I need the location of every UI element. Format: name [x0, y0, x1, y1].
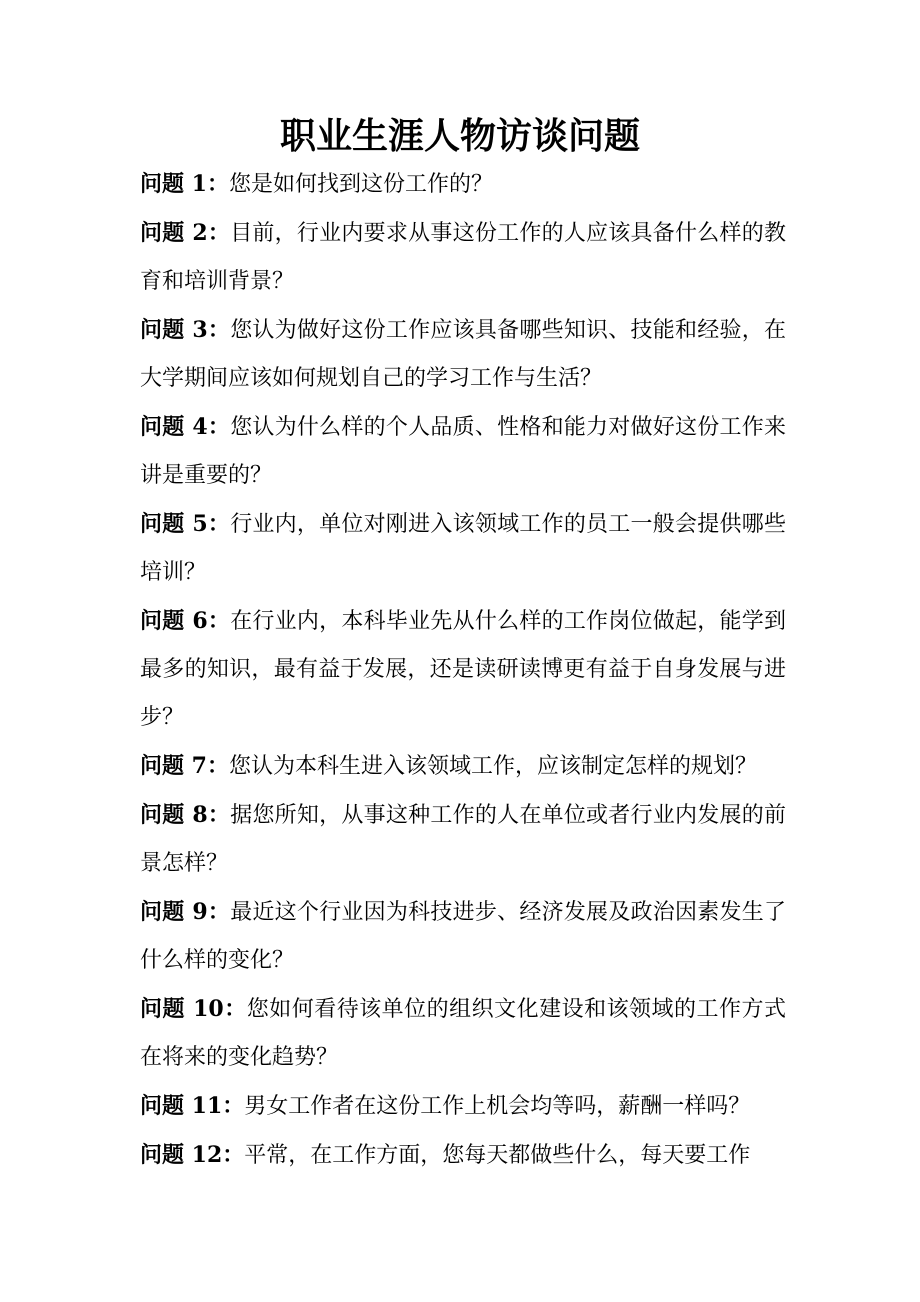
question-text: 最近这个行业因为科技进步、经济发展及政治因素发生了什么样的变化？: [140, 900, 786, 973]
question-text: 您认为做好这份工作应该具备哪些知识、技能和经验，在大学期间应该如何规划自己的学习工作与生活？: [140, 318, 786, 391]
question-item: [140, 403, 786, 500]
question-item: [140, 985, 786, 1082]
question-label: 问题 6：: [140, 608, 231, 634]
question-text: 平常，在工作方面，您每天都做些什么，每天要工作: [244, 1143, 751, 1168]
question-label: 问题 1：: [140, 171, 229, 197]
question-text: 您认为什么样的个人品质、性格和能力对做好这份工作来讲是重要的？: [140, 415, 786, 488]
question-label: 问题 8：: [140, 802, 231, 828]
question-label: 问题 3：: [140, 317, 231, 343]
question-label: 问题 4：: [140, 414, 231, 440]
question-label: 问题 12：: [140, 1142, 245, 1168]
question-list: [140, 160, 786, 1180]
question-item: [140, 1082, 786, 1131]
question-item: [140, 209, 786, 306]
question-text: 您认为本科生进入该领域工作，应该制定怎样的规划？: [228, 754, 757, 779]
question-item: [140, 791, 786, 888]
question-item: [140, 160, 786, 209]
question-text: 您如何看待该单位的组织文化建设和该领域的工作方式在将来的变化趋势？: [140, 997, 786, 1070]
question-item: [140, 888, 786, 985]
question-label: 问题 11：: [140, 1093, 245, 1119]
question-text: 目前，行业内要求从事这份工作的人应该具备什么样的教育和培训背景？: [140, 221, 786, 294]
question-item: [140, 597, 786, 742]
question-label: 问题 9：: [140, 899, 231, 925]
question-label: 问题 2：: [140, 220, 231, 246]
question-item: [140, 500, 786, 597]
question-text: 在行业内，本科毕业先从什么样的工作岗位做起，能学到最多的知识，最有益于发展，还是读研读博更有益于自身发展与进步？: [140, 609, 786, 730]
page-title: 职业生涯人物访谈问题: [279, 116, 640, 157]
question-text: 男女工作者在这份工作上机会均等吗，薪酬一样吗？: [244, 1094, 751, 1119]
question-label: 问题 5：: [140, 511, 231, 537]
question-text: 据您所知，从事这种工作的人在单位或者行业内发展的前景怎样？: [140, 803, 786, 876]
question-label: 问题 7：: [140, 753, 229, 779]
question-item: [140, 306, 786, 403]
question-item: [140, 1131, 786, 1180]
question-text: 您是如何找到这份工作的？: [228, 172, 493, 197]
question-item: [140, 742, 786, 791]
question-text: 行业内，单位对刚进入该领域工作的员工一般会提供哪些培训？: [140, 512, 786, 585]
question-label: 问题 10：: [140, 996, 247, 1022]
